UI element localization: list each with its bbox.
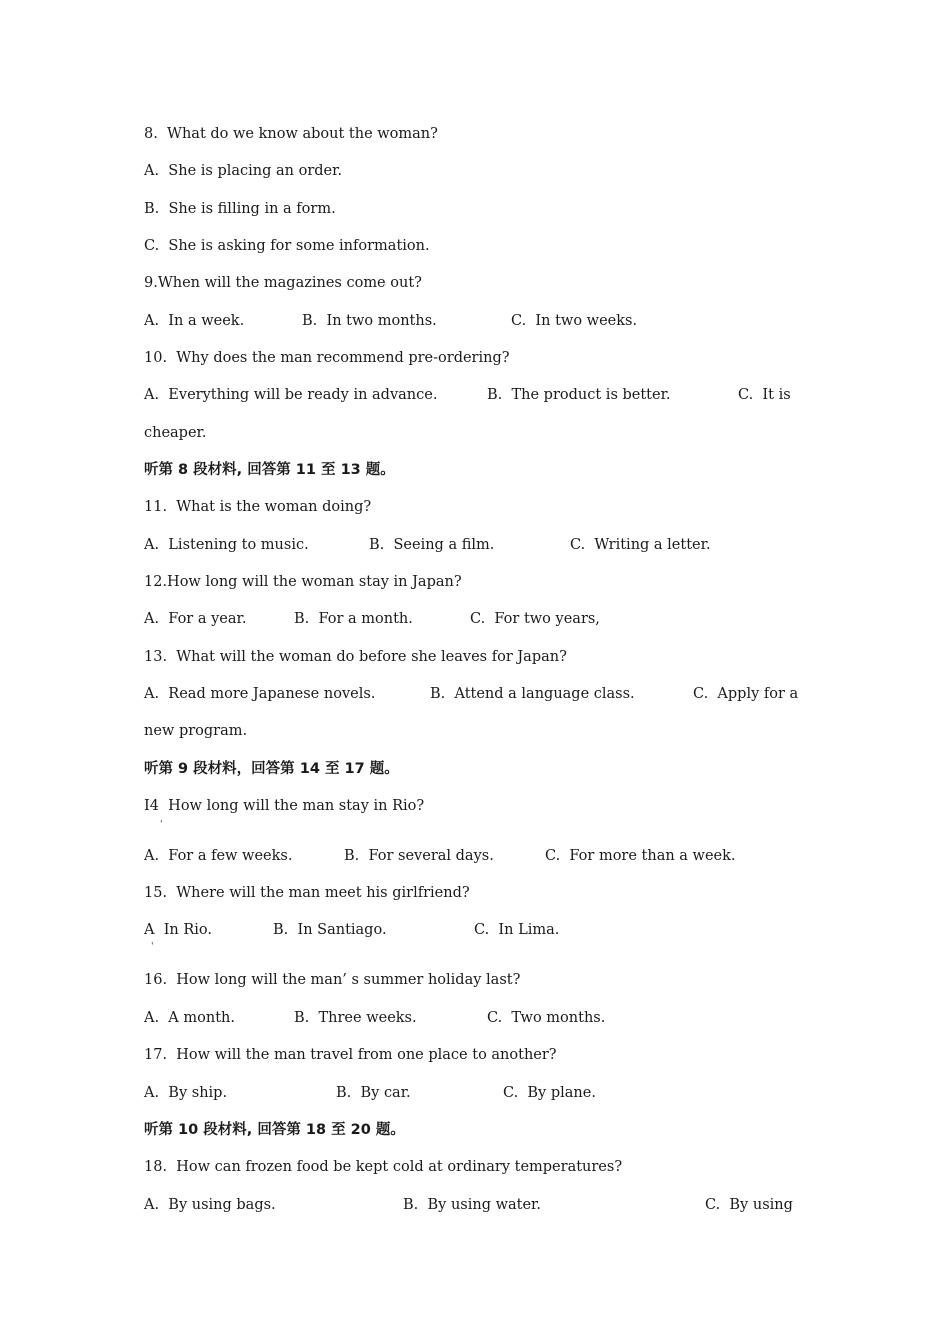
- question-9-option-a: A. In a week.: [144, 313, 245, 329]
- question-10-option-a: A. Everything will be ready in advance.: [144, 387, 438, 403]
- question-18-option-b: B. By using water.: [403, 1197, 541, 1213]
- question-18-stem: 18. How can frozen food be kept cold at ordinary temperatures?: [144, 1159, 623, 1175]
- question-13-stem: 13. What will the woman do before she leaves for Japan?: [144, 649, 567, 665]
- question-12-option-c: C. For two years,: [470, 611, 600, 627]
- question-17-option-a: A. By ship.: [144, 1085, 228, 1101]
- section-heading-8: 听第 8 段材料, 回答第 11 至 13 题。: [144, 462, 395, 478]
- question-13-option-b: B. Attend a language class.: [430, 686, 635, 702]
- question-12-option-b: B. For a month.: [294, 611, 413, 627]
- question-11-option-b: B. Seeing a film.: [369, 537, 495, 553]
- question-9-option-b: B. In two months.: [302, 313, 437, 329]
- question-8-stem: 8. What do we know about the woman?: [144, 126, 438, 142]
- question-18-option-a: A. By using bags.: [144, 1197, 276, 1213]
- question-13-option-a: A. Read more Japanese novels.: [144, 686, 376, 702]
- question-8-option-b: B. She is filling in a form.: [144, 201, 336, 217]
- section-heading-9: 听第 9 段材料，回答第 14 至 17 题。: [144, 761, 399, 777]
- question-10-option-b: B. The product is better.: [487, 387, 671, 403]
- question-16-stem: 16. How long will the man’ s summer holiday last?: [144, 972, 521, 988]
- question-14-option-a: A. For a few weeks.: [144, 848, 293, 864]
- question-11-stem: 11. What is the woman doing?: [144, 499, 372, 515]
- question-17-option-c: C. By plane.: [503, 1085, 596, 1101]
- question-15-option-c: C. In Lima.: [474, 922, 560, 938]
- question-12-option-a: A. For a year.: [144, 611, 247, 627]
- question-8-option-c: C. She is asking for some information.: [144, 238, 430, 254]
- question-13-option-c: C. Apply for a: [693, 686, 799, 702]
- question-13-option-c-continued: new program.: [144, 723, 248, 739]
- question-15-stem: 15. Where will the man meet his girlfriend?: [144, 885, 470, 901]
- question-14-option-b: B. For several days.: [344, 848, 494, 864]
- question-14-stray-mark: ': [160, 820, 163, 830]
- question-11-option-c: C. Writing a letter.: [570, 537, 711, 553]
- question-8-option-a: A. She is placing an order.: [144, 163, 343, 179]
- section-heading-10: 听第 10 段材料, 回答第 18 至 20 题。: [144, 1122, 405, 1138]
- question-9-option-c: C. In two weeks.: [511, 313, 638, 329]
- question-16-option-a: A. A month.: [144, 1010, 235, 1026]
- question-15-stray-mark: ': [151, 942, 154, 952]
- question-17-option-b: B. By car.: [336, 1085, 411, 1101]
- question-10-stem: 10. Why does the man recommend pre-ordering?: [144, 350, 510, 366]
- question-14-stem: I4 How long will the man stay in Rio?: [144, 798, 425, 814]
- question-14-option-c: C. For more than a week.: [545, 848, 736, 864]
- question-11-option-a: A. Listening to music.: [144, 537, 309, 553]
- question-16-option-b: B. Three weeks.: [294, 1010, 417, 1026]
- question-17-stem: 17. How will the man travel from one place to another?: [144, 1047, 557, 1063]
- question-10-option-c: C. It is: [738, 387, 791, 403]
- question-15-option-a: A In Rio.: [144, 922, 213, 938]
- question-10-option-c-continued: cheaper.: [144, 425, 207, 441]
- question-18-option-c: C. By using: [705, 1197, 793, 1213]
- question-9-stem: 9.When will the magazines come out?: [144, 275, 422, 291]
- question-16-option-c: C. Two months.: [487, 1010, 606, 1026]
- question-12-stem: 12.How long will the woman stay in Japan?: [144, 574, 462, 590]
- question-15-option-b: B. In Santiago.: [273, 922, 387, 938]
